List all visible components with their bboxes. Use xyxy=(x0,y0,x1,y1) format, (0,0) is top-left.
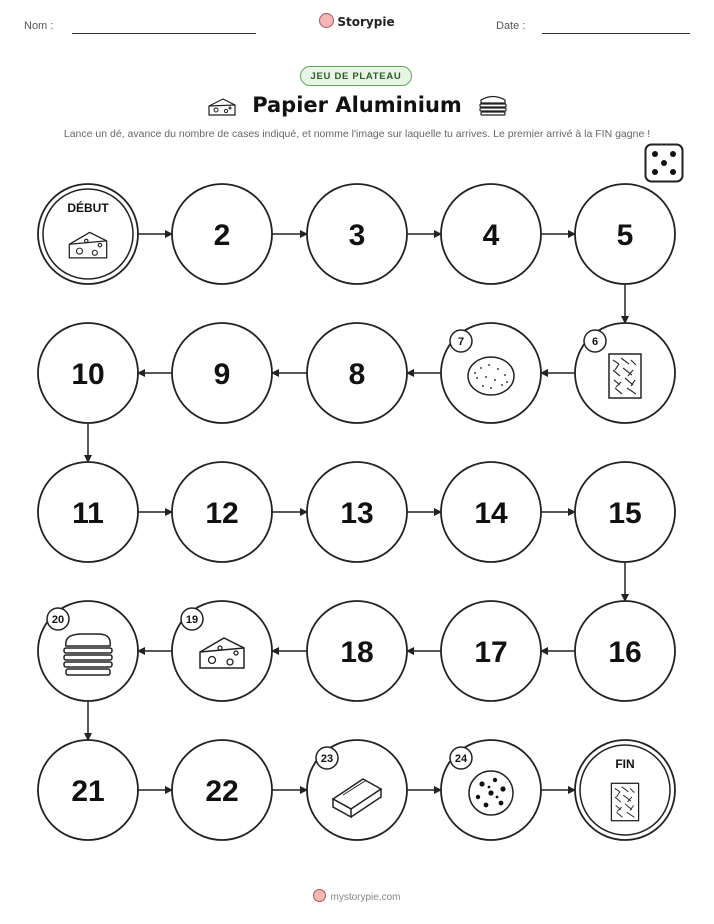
board-cell-17 xyxy=(441,601,541,701)
cell-number: 13 xyxy=(340,497,374,530)
cell-number: 11 xyxy=(72,497,104,530)
cell-number: 5 xyxy=(616,219,634,252)
footer-url: mystorypie.com xyxy=(330,892,401,903)
cell-number: 3 xyxy=(348,219,366,252)
foil-icon xyxy=(611,783,638,820)
cell-number: 17 xyxy=(474,636,508,669)
board-cell-22 xyxy=(172,740,272,840)
board-cell-15 xyxy=(575,462,675,562)
cell-number: 6 xyxy=(591,336,599,348)
board-cell-21 xyxy=(38,740,138,840)
board-cells xyxy=(38,184,675,840)
board-cell-14 xyxy=(441,462,541,562)
cell-number: 23 xyxy=(320,753,334,765)
board-cell-10 xyxy=(38,323,138,423)
board-cell-1 xyxy=(38,184,138,284)
instructions: Lance un dé, avance du nombre de cases indiqué, et nomme l'image sur laquelle tu arrives. Le premier arrivé à la FIN gagne ! xyxy=(63,128,651,140)
board-cell-12 xyxy=(172,462,272,562)
board-cell-18 xyxy=(307,601,407,701)
name-label: Nom : xyxy=(24,20,54,32)
footer xyxy=(0,889,714,903)
foil-icon xyxy=(609,354,641,398)
cell-number: 15 xyxy=(608,497,642,530)
board-cell-20 xyxy=(38,601,138,701)
cell-number: 19 xyxy=(185,614,199,626)
cell-number: 18 xyxy=(340,636,374,669)
board-cell-25 xyxy=(575,740,675,840)
cell-number: 22 xyxy=(205,775,239,808)
board-cell-2 xyxy=(172,184,272,284)
board-cell-5 xyxy=(575,184,675,284)
board-cell-8 xyxy=(307,323,407,423)
cell-number: 8 xyxy=(348,358,366,391)
cell-number: 14 xyxy=(474,497,508,530)
cell-number: 21 xyxy=(71,775,105,808)
end-label: FIN xyxy=(615,757,635,771)
game-type-badge: JEU DE PLATEAU xyxy=(300,66,412,86)
start-label: DÉBUT xyxy=(67,201,109,215)
cell-number: 24 xyxy=(454,753,468,765)
board-cell-13 xyxy=(307,462,407,562)
bear-logo-icon xyxy=(313,889,326,902)
board-cell-6 xyxy=(575,323,675,423)
cell-number: 7 xyxy=(457,336,465,348)
cookie-icon xyxy=(469,771,513,815)
board-cell-9 xyxy=(172,323,272,423)
cell-number: 9 xyxy=(213,358,231,391)
brand-name: Storypie xyxy=(337,15,395,29)
board-cell-24 xyxy=(441,740,541,840)
board-cell-23 xyxy=(307,740,407,840)
board-cell-16 xyxy=(575,601,675,701)
board-cell-7 xyxy=(441,323,541,423)
board-cell-19 xyxy=(172,601,272,701)
cell-number: 20 xyxy=(51,614,65,626)
date-label: Date : xyxy=(496,20,526,32)
board-cell-4 xyxy=(441,184,541,284)
cell-number: 12 xyxy=(205,497,239,530)
tortilla-icon xyxy=(468,357,514,395)
cell-number: 2 xyxy=(213,219,231,252)
board-cell-3 xyxy=(307,184,407,284)
board-cell-11 xyxy=(38,462,138,562)
cell-number: 4 xyxy=(482,219,500,252)
page-title: Papier Aluminium xyxy=(252,93,462,117)
cell-number: 16 xyxy=(608,636,642,669)
sandwich-icon xyxy=(64,634,112,675)
cell-number: 10 xyxy=(71,358,105,391)
